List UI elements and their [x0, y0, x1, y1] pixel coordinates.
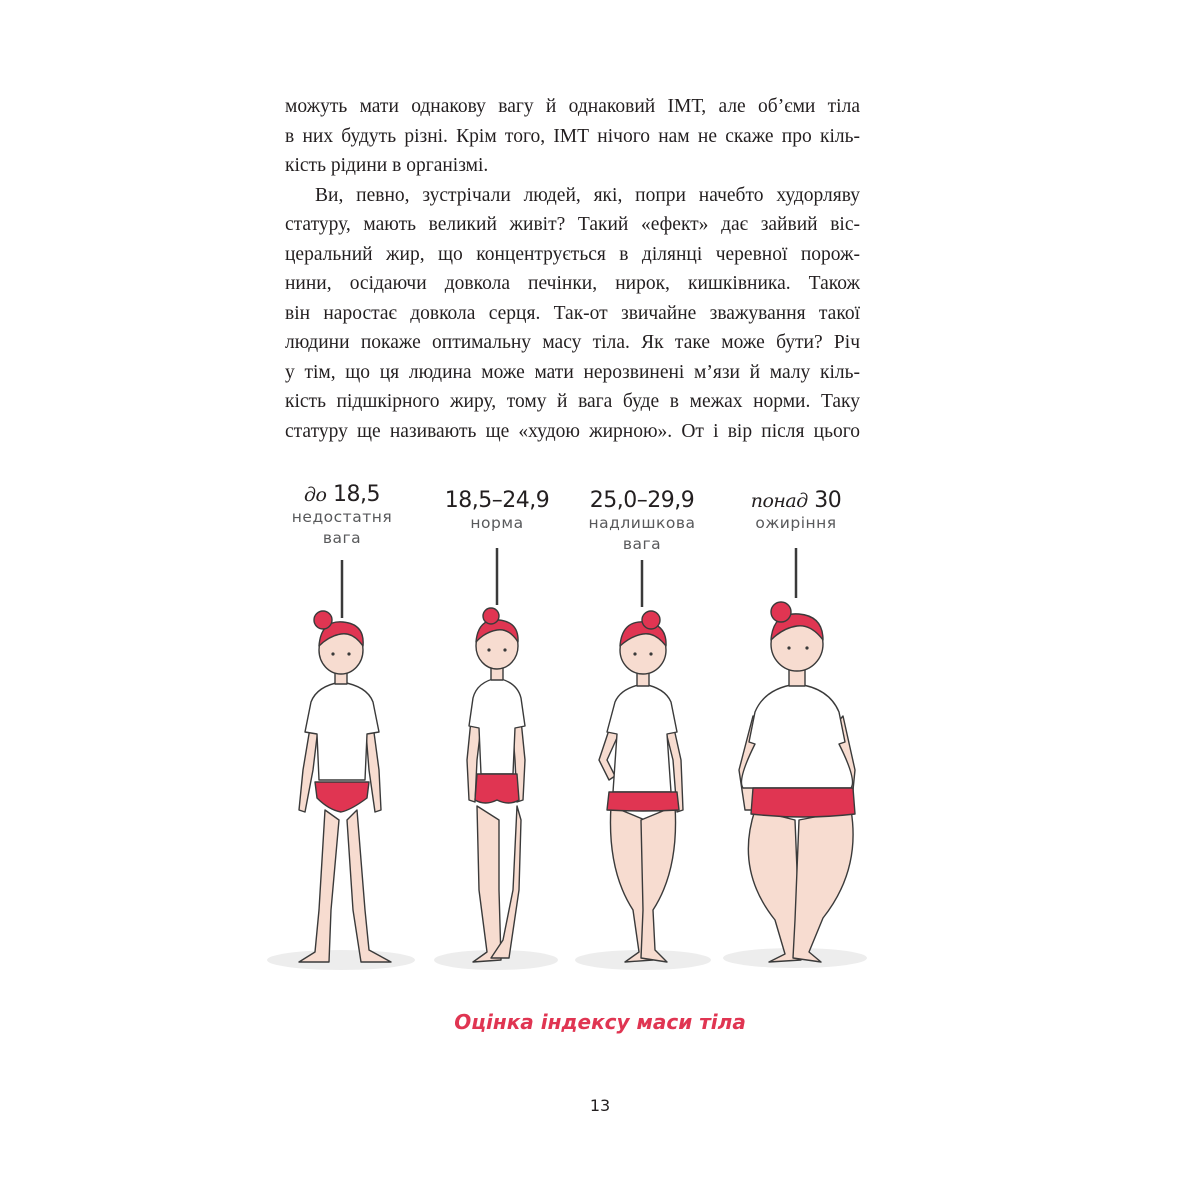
- bmi-illustration: [255, 470, 895, 990]
- text-line: статуру ще називають ще «худою жирною». От і вір після цього: [285, 420, 860, 442]
- figure-caption: Оцінка індексу маси тіла: [454, 1010, 746, 1034]
- range-value: 30: [814, 488, 842, 513]
- text-line: людини покаже оптимальну масу тіла. Як таке може бути? Річ: [285, 332, 860, 353]
- text-line: можуть мати однакову вагу й однаковий ІМТ, але об’єми тіла: [285, 96, 860, 117]
- category-label: норма: [470, 514, 524, 532]
- bmi-label-underweight: [262, 482, 422, 549]
- text-line: церальний жир, що концентрується в ділянці черевної порож-: [285, 243, 860, 265]
- category-label: недостатня: [291, 508, 393, 526]
- category-label: ожиріння: [755, 514, 837, 532]
- text-line: в них будуть різні. Крім того, ІМТ нічого нам не скаже про кіль-: [285, 125, 860, 147]
- text-line: кість рідини в організмі.: [285, 155, 489, 176]
- bmi-label-normal: [417, 488, 577, 534]
- text-line: у тім, що ця людина може мати нерозвинені м’язи й малу кіль-: [285, 361, 860, 383]
- overweight-figure: [599, 611, 683, 962]
- page-number: 13: [589, 1096, 611, 1115]
- text-line: Ви, певно, зустрічали людей, які, попри начебто худорляву: [315, 184, 860, 206]
- obese-figure: [739, 602, 855, 962]
- floor-shadow: [267, 950, 415, 970]
- range-prefix: до: [304, 484, 327, 506]
- category-label: вага: [622, 535, 662, 553]
- text-line: кість підшкірного жиру, тому й вага буде в межах норми. Таку: [285, 391, 860, 412]
- text-line: статуру, мають великий живіт? Такий «ефект» дає зайвий віс-: [285, 214, 860, 235]
- text-line: нини, осідаючи довкола печінки, нирок, кишківника. Також: [285, 273, 860, 294]
- normal-weight-figure: [467, 608, 525, 962]
- bmi-label-overweight: [562, 488, 722, 555]
- underweight-figure: [299, 611, 391, 962]
- text-line: він наростає довкола серця. Так-от звичайне зважування такої: [285, 302, 860, 324]
- range-value: 25,0–29,9: [589, 488, 695, 513]
- range-value: 18,5: [333, 482, 380, 507]
- category-label: вага: [322, 529, 362, 547]
- bmi-label-obese: [716, 488, 876, 534]
- category-label: надлишкова: [588, 514, 696, 532]
- range-value: 18,5–24,9: [444, 488, 550, 513]
- range-prefix: понад: [750, 490, 808, 512]
- body-text: [285, 92, 860, 446]
